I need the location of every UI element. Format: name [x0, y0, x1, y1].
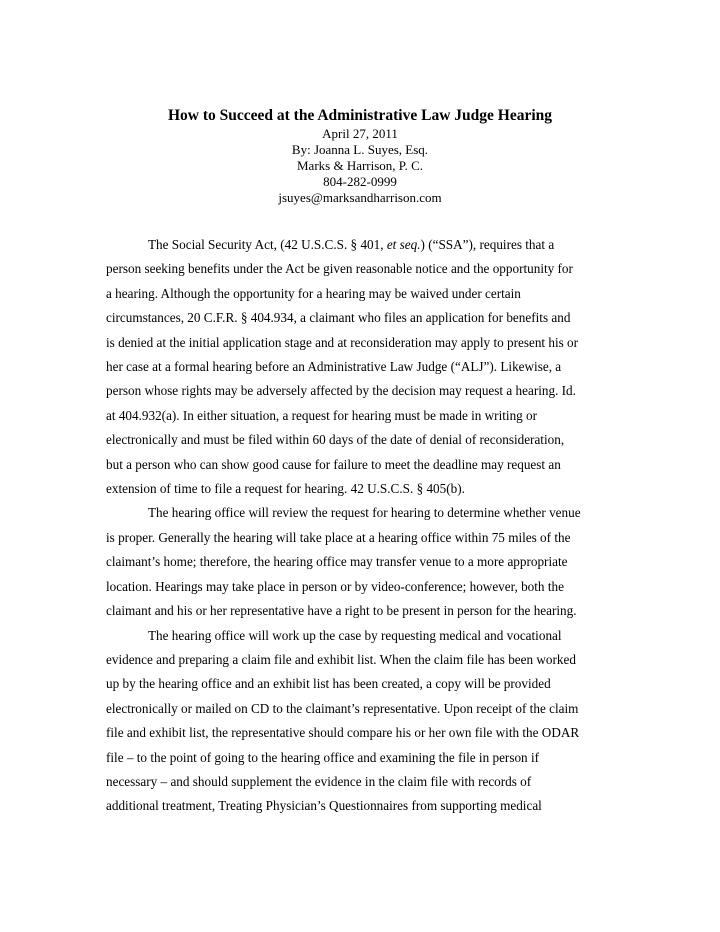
- text-line: [106, 453, 618, 477]
- text-run: electronically and must be filed within 60 days of the date of denial of reconsideration,: [106, 432, 565, 448]
- body-paragraph: [106, 624, 618, 819]
- text-line: [106, 306, 618, 330]
- document-email: jsuyes@marksandharrison.com: [278, 190, 442, 205]
- text-line: [106, 501, 618, 525]
- text-run: claimant and his or her representative have a right to be present in person for the hearing.: [106, 603, 577, 619]
- document-phone: 804-282-0999: [323, 174, 397, 189]
- document-date: April 27, 2011: [322, 126, 398, 141]
- body-paragraph: [106, 501, 618, 623]
- text-line: [106, 379, 618, 403]
- text-line: [106, 282, 618, 306]
- text-line: [106, 770, 618, 794]
- text-run: electronically or mailed on CD to the claimant’s representative. Upon receipt of the claim: [106, 700, 579, 716]
- text-run: The hearing office will review the request for hearing to determine whether venue: [148, 505, 581, 521]
- text-line: [106, 746, 618, 770]
- body-paragraph: [106, 233, 618, 501]
- text-run: person seeking benefits under the Act be given reasonable notice and the opportunity for: [106, 261, 573, 277]
- document-title: How to Succeed at the Administrative Law Judge Hearing: [167, 107, 553, 124]
- text-run: her case at a formal hearing before an Administrative Law Judge (“ALJ”). Likewise, a: [106, 359, 562, 375]
- text-line: [106, 404, 618, 428]
- text-run: up by the hearing office and an exhibit list has been created, a copy will be provided: [106, 676, 551, 692]
- text-run: location. Hearings may take place in person or by video-conference; however, both the: [106, 578, 564, 594]
- text-run: extension of time to file a request for hearing. 42 U.S.C.S. § 405(b).: [106, 481, 465, 497]
- text-line: [106, 257, 618, 281]
- document-body: [106, 233, 618, 819]
- text-run: The Social Security Act, (42 U.S.C.S. § 401,: [148, 237, 387, 252]
- text-line: [106, 672, 618, 696]
- text-line: [106, 331, 618, 355]
- text-run: necessary – and should supplement the evidence in the claim file with records of: [106, 773, 532, 789]
- text-run: a hearing. Although the opportunity for a hearing may be waived under certain: [106, 285, 521, 301]
- text-run: ) (“SSA”), requires that a: [420, 237, 555, 252]
- text-run: claimant’s home; therefore, the hearing office may transfer venue to a more appropriate: [106, 554, 568, 570]
- text-line: [106, 477, 618, 501]
- text-run: circumstances, 20 C.F.R. § 404.934, a claimant who files an application for benefits and: [106, 310, 571, 326]
- text-run: is denied at the initial application stage and at reconsideration may apply to present his or: [106, 334, 579, 350]
- document-firm: Marks & Harrison, P. C.: [296, 158, 424, 173]
- text-run: file and exhibit list, the representative should compare his or her own file with the ODAR: [106, 725, 580, 741]
- text-run: evidence and preparing a claim file and exhibit list. When the claim file has been worked: [106, 651, 576, 667]
- document-author: By: Joanna L. Suyes, Esq.: [291, 142, 429, 157]
- text-run: additional treatment, Treating Physician’s Questionnaires from supporting medical: [106, 798, 542, 814]
- text-line: [106, 428, 618, 452]
- text-run: person whose rights may be adversely affected by the decision may request a hearing. Id.: [106, 383, 576, 399]
- text-line: [106, 721, 618, 745]
- text-run: at 404.932(a). In either situation, a request for hearing must be made in writing or: [106, 407, 538, 423]
- text-line: [106, 624, 618, 648]
- text-line: [106, 355, 618, 379]
- text-line: [106, 794, 618, 818]
- text-run: is proper. Generally the hearing will take place at a hearing office within 75 miles of the: [106, 529, 571, 545]
- text-run: but a person who can show good cause for failure to meet the deadline may request an: [106, 456, 561, 472]
- text-run: file – to the point of going to the hearing office and examining the file in person if: [106, 749, 539, 765]
- document-header: [0, 106, 720, 206]
- text-line: [106, 526, 618, 550]
- text-line: [106, 550, 618, 574]
- text-run: The hearing office will work up the case by requesting medical and vocational: [148, 627, 562, 643]
- italic-run: et seq.: [386, 237, 421, 252]
- text-line: [106, 575, 618, 599]
- text-line: [106, 697, 618, 721]
- text-line: [106, 648, 618, 672]
- text-line: [106, 233, 618, 257]
- text-line: [106, 599, 618, 623]
